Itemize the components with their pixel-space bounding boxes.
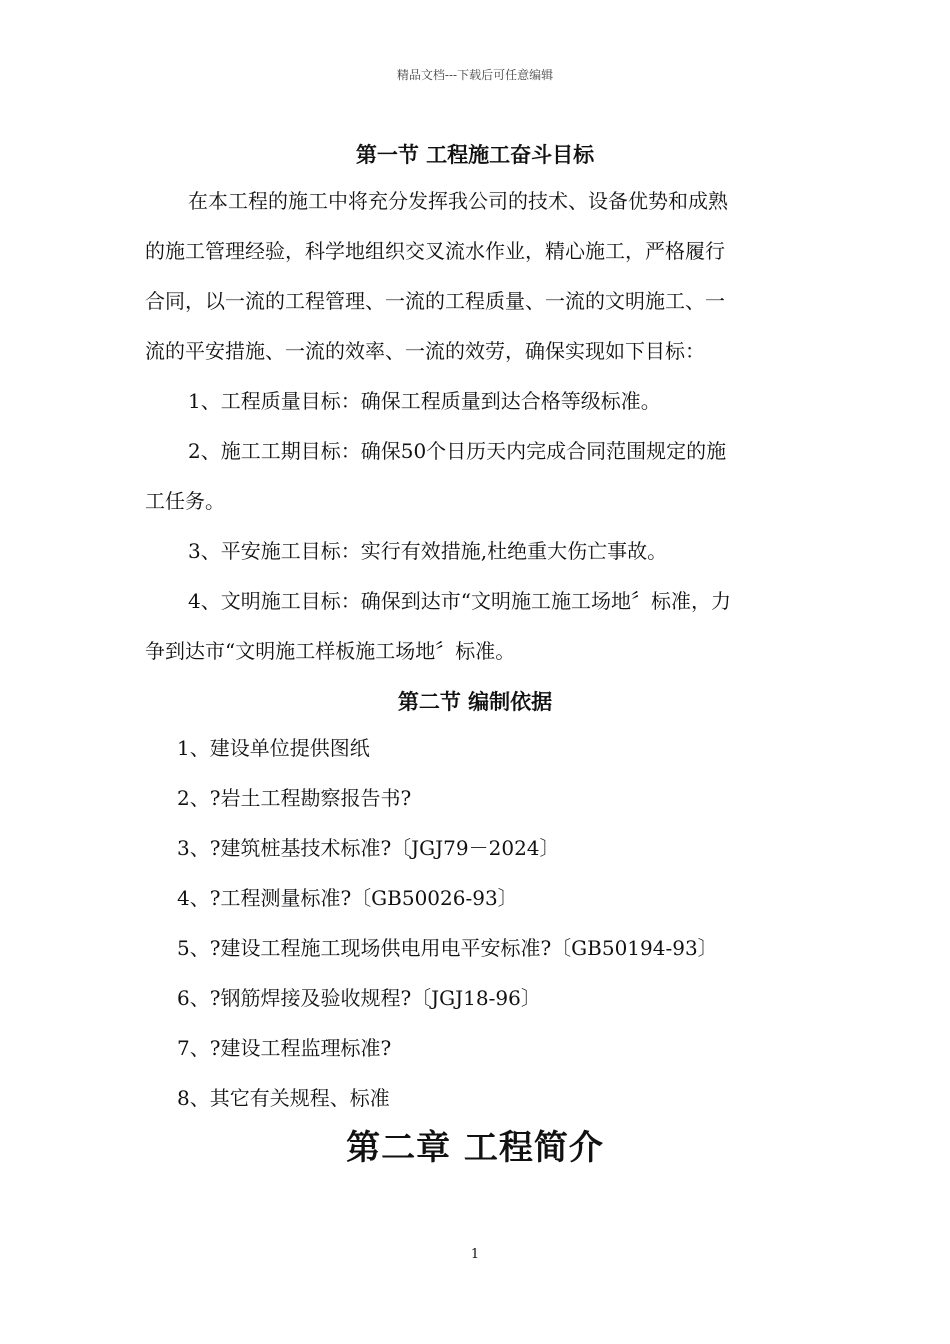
page-number: 1 bbox=[470, 1247, 480, 1262]
goal-item: 1、工程质量目标：确保工程质量到达合格等级标准。 bbox=[188, 389, 661, 413]
basis-item: 4、?工程测量标准?〔GB50026-93〕 bbox=[177, 886, 518, 910]
section-title: 第一节 工程施工奋斗目标 bbox=[355, 143, 595, 167]
goal-item-continuation: 工任务。 bbox=[145, 489, 225, 513]
basis-item: 7、?建设工程监理标准? bbox=[177, 1036, 392, 1060]
basis-item: 3、?建筑桩基技术标准?〔JGJ79－2024〕 bbox=[177, 836, 560, 860]
basis-item: 1、建设单位提供图纸 bbox=[177, 736, 370, 760]
basis-item: 2、?岩土工程勘察报告书? bbox=[177, 786, 412, 810]
paragraph-line: 的施工管理经验，科学地组织交叉流水作业，精心施工，严格履行 bbox=[145, 239, 725, 263]
chapter-title: 第二章 工程简介 bbox=[346, 1128, 604, 1168]
goal-item: 3、平安施工目标：实行有效措施,杜绝重大伤亡事故。 bbox=[188, 539, 668, 563]
goal-item: 4、文明施工目标：确保到达市“文明施工施工场地〞标准，力 bbox=[188, 589, 731, 613]
page-header-watermark: 精品文档---下载后可任意编辑 bbox=[396, 68, 554, 82]
paragraph-line: 流的平安措施、一流的效率、一流的效劳，确保实现如下目标： bbox=[145, 339, 705, 363]
basis-item: 8、其它有关规程、标准 bbox=[177, 1086, 390, 1110]
goal-item-continuation: 争到达市“文明施工样板施工场地〞标准。 bbox=[145, 639, 516, 663]
paragraph-line: 在本工程的施工中将充分发挥我公司的技术、设备优势和成熟 bbox=[188, 189, 728, 213]
basis-item: 6、?钢筋焊接及验收规程?〔JGJ18-96〕 bbox=[177, 986, 541, 1010]
paragraph-line: 合同，以一流的工程管理、一流的工程质量、一流的文明施工、一 bbox=[145, 289, 725, 313]
section-title: 第二节 编制依据 bbox=[397, 690, 553, 714]
goal-item: 2、施工工期目标：确保50个日历天内完成合同范围规定的施 bbox=[188, 439, 727, 463]
basis-item: 5、?建设工程施工现场供电用电平安标准?〔GB50194-93〕 bbox=[177, 936, 718, 960]
